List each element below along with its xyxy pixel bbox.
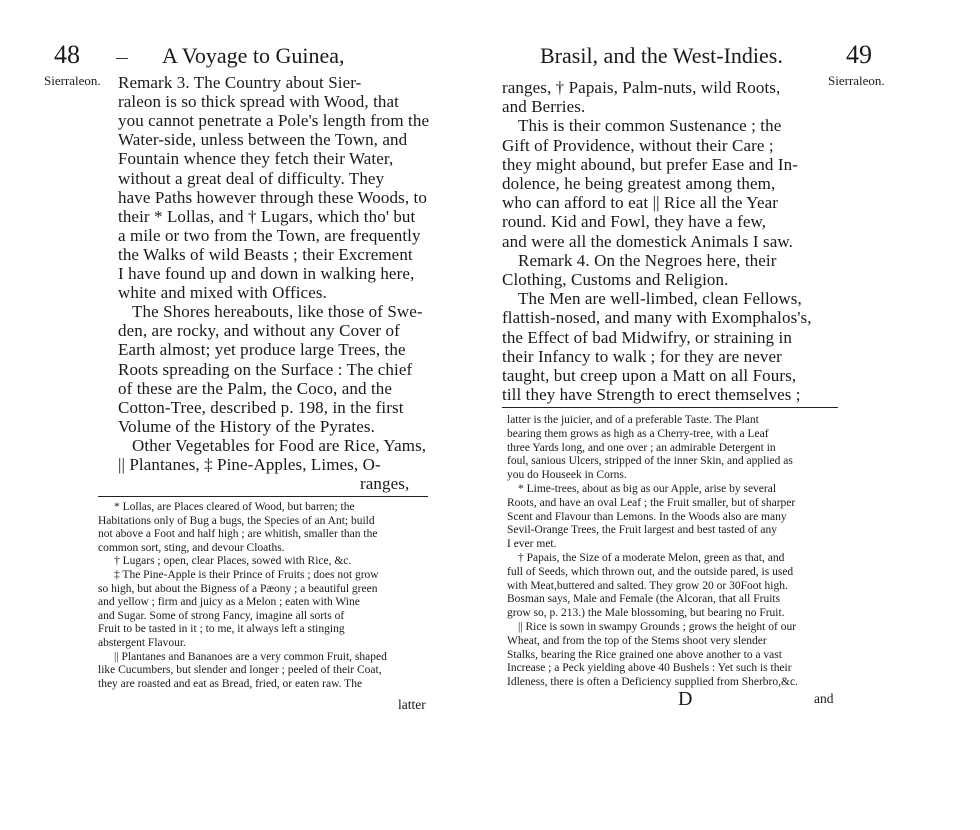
right-footnote-line: three Yards long, and one over ; an admirable Detergent in xyxy=(507,441,776,454)
right-footnote-line: Idleness, there is often a Deficiency supplied from Sherbro,&c. xyxy=(507,676,798,689)
left-footnote-line: they are roasted and eat as Bread, fried, or eaten raw. The xyxy=(98,677,363,690)
right-body-line: who can afford to eat || Rice all the Year xyxy=(502,193,778,213)
ornament-dash xyxy=(116,58,128,59)
right-footnote-line: Wheat, and from the top of the Stems shoot very slender xyxy=(507,634,767,647)
right-body-line: This is their common Sustenance ; the xyxy=(518,116,782,136)
right-body-line: Gift of Providence, without their Care ; xyxy=(502,135,774,155)
right-footnote-line: Increase ; a Peck yielding above 40 Bushels : Yet such is their xyxy=(507,662,792,675)
right-footnote-line: || Rice is sown in swampy Grounds ; grows the height of our xyxy=(518,621,797,633)
right-body-line: Remark 4. On the Negroes here, their xyxy=(518,250,777,270)
left-body-line: raleon is so thick spread with Wood, that xyxy=(118,92,399,112)
right-footnote-line: † Papais, the Size of a moderate Melon, green as that, and xyxy=(518,552,785,564)
right-body-line: dolence, he being greatest among them, xyxy=(502,174,776,193)
left-margin-note: Sierraleon. xyxy=(44,73,101,88)
left-body-line: Volume of the History of the Pyrates. xyxy=(118,416,375,436)
right-footnote-line: Scent and Flavour than Lemons. In the Woods also are many xyxy=(507,510,787,523)
right-body-line: taught, but creep upon a Matt on all Fours, xyxy=(502,366,797,385)
left-body-line: Earth almost; yet produce large Trees, the xyxy=(118,340,406,360)
left-body-line: den, are rocky, and without any Cover of xyxy=(118,321,400,341)
left-footnote-line: * Lollas, are Places cleared of Wood, but barren; the xyxy=(114,501,355,513)
right-footnote-line: Roots, and have an oval Leaf ; the Fruit smaller, but of sharper xyxy=(507,496,796,509)
left-footnote-line: Habitations only of Bug a bugs, the Species of an Ant; build xyxy=(98,514,375,527)
left-body-line: white and mixed with Offices. xyxy=(118,283,327,303)
right-body-line: their Infancy to walk ; for they are never xyxy=(502,346,782,366)
left-body-line: of these are the Palm, the Coco, and the xyxy=(118,378,393,398)
left-footnote-line: and yellow ; firm and juicy as a Melon ; eaten with Wine xyxy=(98,596,360,609)
right-footnote-line: with Meat,buttered and salted. They grow 20 or 30Foot high. xyxy=(507,579,788,592)
right-footnote-line: grow so, p. 213.) the Male blossoming, but bearing no Fruit. xyxy=(507,607,785,620)
right-footnote-line: you do Houseek in Corns. xyxy=(507,469,627,482)
left-footnote-rule xyxy=(98,496,428,497)
right-footnote-line: I ever met. xyxy=(507,538,557,551)
right-body-line: and Berries. xyxy=(502,97,586,117)
left-footnote-line: ‡ The Pine-Apple is their Prince of Fruits ; does not grow xyxy=(114,569,379,581)
right-body-line: they might abound, but prefer Ease and In- xyxy=(502,154,798,174)
left-running-head: A Voyage to Guinea, xyxy=(162,43,345,68)
right-body-line: the Effect of bad Midwifry, or straining in xyxy=(502,327,792,347)
signature-mark: D xyxy=(678,688,693,710)
right-body-line: till they have Strength to erect themselves ; xyxy=(502,385,801,405)
left-body-line: Other Vegetables for Food are Rice, Yams, xyxy=(132,435,427,455)
right-body-line: round. Kid and Fowl, they have a few, xyxy=(502,212,767,232)
right-body-line: and were all the domestick Animals I saw. xyxy=(502,231,793,251)
left-footnote-line: not above a Foot and half high ; are whitish, smaller than the xyxy=(98,528,378,541)
left-footnote-line: || Plantanes and Bananoes are a very common Fruit, shaped xyxy=(114,650,387,663)
left-footnote-line: abstergent Flavour. xyxy=(98,637,186,649)
right-footnote-line: foul, sanious Ulcers, stripped of the inner Skin, and applied as xyxy=(507,455,793,468)
left-body-line: the Walks of wild Beasts ; their Excrement xyxy=(118,244,413,264)
left-body-line: a mile or two from the Town, are frequently xyxy=(118,225,421,245)
right-footnote-line: bearing them grows as high as a Cherry-tree, with a Leaf xyxy=(507,427,769,440)
left-page-number: 48 xyxy=(54,40,80,69)
left-footnote-line: Fruit to be tasted in it ; to me, it always left a stinging xyxy=(98,623,345,636)
left-body-line: their * Lollas, and † Lugars, which tho' but xyxy=(118,206,416,226)
left-body-line: Cotton-Tree, described p. 198, in the first xyxy=(118,397,404,417)
right-footnote-line: Sevil-Orange Trees, the Fruit largest and best tasted of any xyxy=(507,524,777,537)
right-footnote-rule xyxy=(502,407,838,408)
left-body-line: Remark 3. The Country about Sier- xyxy=(118,73,362,92)
right-page-number: 49 xyxy=(846,40,872,69)
right-catchword: and xyxy=(814,691,834,706)
left-footnote-line: so high, but about the Bigness of a Pæony ; a beautiful green xyxy=(98,582,378,595)
left-body-line: Fountain whence they fetch their Water, xyxy=(118,149,394,169)
left-body-line: without a great deal of difficulty. They xyxy=(118,168,385,188)
right-margin-note: Sierraleon. xyxy=(828,73,885,88)
left-catchword: latter xyxy=(398,697,426,712)
left-body-line: you cannot penetrate a Pole's length from the xyxy=(118,111,430,131)
right-footnote-line: full of Seeds, which thrown out, and the outside pared, is used xyxy=(507,565,794,578)
right-body-line: Clothing, Customs and Religion. xyxy=(502,270,729,289)
left-footnote-line: common sort, sting, and devour Cloaths. xyxy=(98,541,285,554)
left-footnote-line: like Cucumbers, but slender and longer ; peeled of their Coat, xyxy=(98,664,382,677)
right-footnote-line: * Lime-trees, about as big as our Apple, arise by several xyxy=(518,483,777,495)
right-body-line: flattish-nosed, and many with Exomphalos's, xyxy=(502,308,812,328)
left-body-line: Water-side, unless between the Town, and xyxy=(118,130,408,150)
left-footnote-line: and Sugar. Some of strong Fancy, imagine all sorts of xyxy=(98,609,345,622)
right-footnote-line: Stalks, bearing the Rice grained one above another to a vast xyxy=(507,648,782,661)
left-body-line: || Plantanes, ‡ Pine-Apples, Limes, O- xyxy=(118,455,381,474)
right-footnote-line: latter is the juicier, and of a preferable Taste. The Plant xyxy=(507,414,759,426)
left-body-line: have Paths however through these Woods, to xyxy=(118,187,427,207)
right-footnote-line: Bosman says, Male and Female (the Alcoran, that all Fruits xyxy=(507,593,781,606)
right-body-line: ranges, † Papais, Palm-nuts, wild Roots, xyxy=(502,78,781,97)
right-running-head: Brasil, and the West-Indies. xyxy=(540,43,783,68)
left-body-line: Roots spreading on the Surface : The chief xyxy=(118,359,413,379)
left-body-line: The Shores hereabouts, like those of Swe- xyxy=(132,302,423,322)
right-body-line: The Men are well-limbed, clean Fellows, xyxy=(518,289,802,309)
left-footnote-line: † Lugars ; open, clear Places, sowed with Rice, &c. xyxy=(114,555,352,568)
left-body-line: ranges, xyxy=(360,474,410,494)
left-body-line: I have found up and down in walking here, xyxy=(118,264,415,283)
